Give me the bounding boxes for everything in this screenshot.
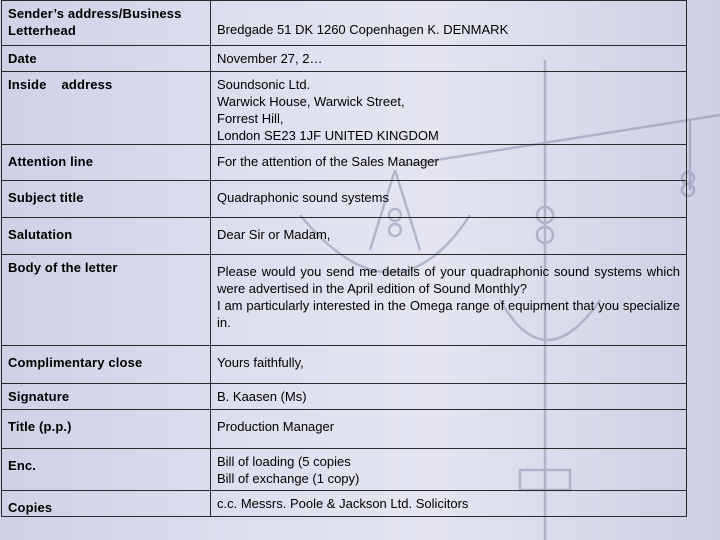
value-line: B. Kaasen (Ms) [217, 389, 307, 404]
value-line: Bill of loading (5 copies [217, 454, 351, 469]
row-value [211, 255, 687, 346]
table-row [2, 449, 687, 491]
table-row [2, 491, 687, 517]
row-value [211, 46, 687, 72]
table-row [2, 181, 687, 218]
row-value [211, 145, 687, 181]
row-label: Attention line [2, 145, 211, 181]
value-line: Bredgade 51 DK 1260 Copenhagen K. DENMARK [217, 22, 509, 37]
value-line: Please would you send me details of your quadraphonic sound systems which were advertised in the April edition of Sound Monthly? [217, 264, 680, 296]
value-line: I am particularly interested in the Omega range of equipment that you specialize in. [217, 298, 680, 330]
row-label: Body of the letter [2, 255, 211, 346]
table-row [2, 46, 687, 72]
table-row [2, 384, 687, 410]
row-label: Title (p.p.) [2, 410, 211, 449]
table-row [2, 1, 687, 46]
value-line: Forrest Hill, [217, 111, 284, 126]
row-value [211, 218, 687, 255]
value-line: For the attention of the Sales Manager [217, 154, 439, 169]
value-line: c.c. Messrs. Poole & Jackson Ltd. Solicitors [217, 496, 469, 511]
row-value [211, 181, 687, 218]
row-label: Salutation [2, 218, 211, 255]
table-row [2, 255, 687, 346]
row-label: Subject title [2, 181, 211, 218]
row-label: Inside address [2, 72, 211, 145]
value-line: Dear Sir or Madam, [217, 227, 331, 242]
table-row [2, 346, 687, 384]
value-line: Bill of exchange (1 copy) [217, 471, 360, 486]
row-value [211, 384, 687, 410]
value-line: Production Manager [217, 419, 335, 434]
value-line: November 27, 2… [217, 51, 323, 66]
row-value [211, 449, 687, 491]
value-line: Warwick House, Warwick Street, [217, 94, 405, 109]
table-row [2, 145, 687, 181]
value-line: London SE23 1JF UNITED KINGDOM [217, 128, 439, 143]
row-value [211, 410, 687, 449]
row-value [211, 72, 687, 145]
table-row [2, 218, 687, 255]
value-line: Soundsonic Ltd. [217, 77, 311, 92]
row-label: Signature [2, 384, 211, 410]
value-line: Quadraphonic sound systems [217, 190, 389, 205]
row-label: Enc. [2, 449, 211, 491]
row-value [211, 1, 687, 46]
row-value [211, 346, 687, 384]
row-value [211, 491, 687, 517]
row-label: Sender’s address/Business Letterhead [2, 1, 211, 46]
table-row [2, 410, 687, 449]
letter-parts-table [1, 0, 687, 517]
row-label: Copies [2, 491, 211, 517]
value-line: Yours faithfully, [217, 355, 304, 370]
row-label: Complimentary close [2, 346, 211, 384]
table-row [2, 72, 687, 145]
row-label: Date [2, 46, 211, 72]
